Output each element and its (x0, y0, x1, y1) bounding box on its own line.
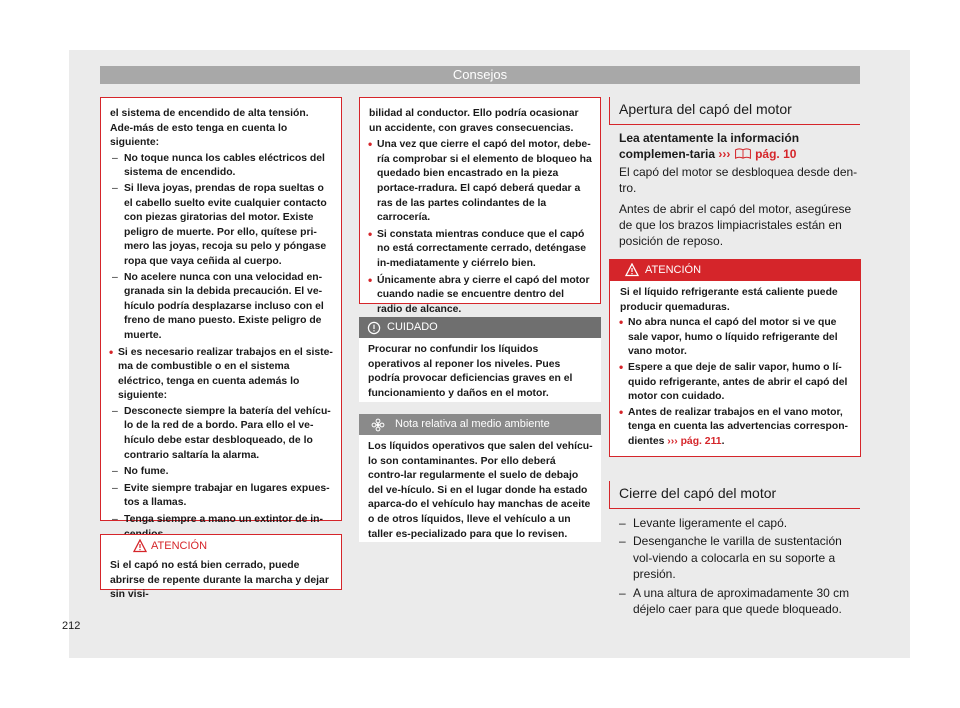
warning-box-right (609, 259, 861, 457)
step-item: – Levante ligeramente el capó. (619, 515, 859, 531)
page-number: 212 (62, 620, 81, 632)
caution-bar (359, 317, 601, 338)
warning-text: Si el capó no está bien cerrado, puede abrirse de repente durante la marcha y dejar sin visi- (110, 560, 329, 601)
bullet-item: • No abra nunca el capó del motor si ve que sale vapor, humo o líquido refrigerante del vano motor. (620, 316, 852, 360)
environment-bar (359, 414, 601, 435)
list-item: – No acelere nunca con una velocidad en-granada sin la debida precaución. El ve-hículo podría desplazarse incluso con el freno de mano puesto. Existe peligro de muerte. (110, 271, 333, 344)
book-icon (734, 147, 752, 160)
intro-text: el sistema de encendido de alta tensión. Ade-más de esto tenga en cuenta lo siguiente: (110, 108, 309, 149)
continued-text: bilidad al conductor. Ello podría ocasionar un accidente, con graves consecuencias. (369, 108, 579, 134)
step-item: – A una altura de aproximadamente 30 cm déjelo caer para que quede bloqueado. (619, 585, 859, 618)
closing-title-wrap (619, 484, 859, 502)
environment-title: Nota relativa al medio ambiente (395, 418, 550, 430)
closing-steps (619, 515, 859, 619)
warning-bar (609, 259, 861, 281)
section-rule-mark (609, 97, 610, 125)
section-rule-mark (609, 481, 610, 509)
warning-bar (101, 535, 341, 556)
environment-note-box (359, 414, 601, 542)
list-item: – No toque nunca los cables eléctricos del sistema de encendido. (110, 152, 333, 181)
section-rule (609, 124, 860, 125)
continued-warning-box (100, 97, 342, 526)
opening-body (619, 130, 859, 250)
bullet-item: • Si constata mientras conduce que el capó no está correctamente cerrado, deténgase in-mediatamente y ciérrelo bien. (369, 228, 592, 272)
paragraph: Antes de abrir el capó del motor, asegúrese de que los brazos limpiacristales están en posición de reposo. (619, 201, 852, 249)
warning-box (100, 534, 342, 601)
warning-intro: Si el líquido refrigerante está caliente puede producir quemaduras. (620, 287, 838, 313)
warning-triangle-icon (625, 263, 639, 277)
warning-title: ATENCIÓN (645, 264, 702, 276)
environment-flower-icon (371, 418, 385, 432)
bullet-item (620, 406, 852, 450)
list-item: – No fume. (110, 465, 333, 480)
section-rule (609, 508, 860, 509)
page-header: Consejos (100, 66, 860, 84)
paragraph: El capó del motor se desbloquea desde den-tro. (619, 164, 858, 196)
bullet-item: • Si es necesario realizar trabajos en el siste-ma de combustible o en el sistema eléctrico, tenga en cuenta además lo siguiente: (110, 346, 333, 404)
continued-warning-box-2 (359, 97, 601, 315)
info-circle-icon (367, 321, 381, 335)
warning-body (609, 281, 861, 457)
step-item: – Desenganche le varilla de sustentación vol-viendo a colocarla en su soporte a presión. (619, 533, 859, 582)
list-item: – Desconecte siempre la batería del vehícu-lo de la red de a bordo. Para ello el ve-hículo debe estar desbloqueado, de lo contrario saltaría la alarma. (110, 405, 333, 463)
section-title: Apertura del capó del motor (619, 101, 792, 117)
warning-arrows[interactable]: ››› (667, 435, 678, 447)
warning-page-link[interactable]: pág. 211 (680, 435, 722, 447)
bullet-item: • Una vez que cierre el capó del motor, debe-ría comprobar si el elemento de bloqueo ha quedado bien encastrado en la pieza portace-rradura. El capó deberá quedar a ras de las partes colindantes de la carrocería. (369, 138, 592, 226)
list-item: – Si lleva joyas, prendas de ropa sueltas o el cabello suelto evite cualquier contacto con piezas giratorias del motor. Existe peligro de muerte. Por ello, quítese pri-mero las joyas, recoja su pelo y póngase ropa que vaya ceñida al cuerpo. (110, 182, 333, 270)
section-title: Cierre del capó del motor (619, 485, 777, 501)
warning-triangle-icon (133, 539, 147, 553)
page-link[interactable]: pág. 10 (755, 147, 797, 162)
bullet-item: • Espere a que deje de salir vapor, humo o lí-quido refrigerante, antes de abrir el capó del motor con cuidado. (620, 361, 852, 405)
caution-box (359, 317, 601, 402)
lead-arrows[interactable]: ››› (718, 147, 731, 162)
caution-title: CUIDADO (387, 321, 438, 333)
lead-text: Lea atentamente la información complemen-taria (619, 131, 800, 162)
list-item: – Tenga siempre a mano un extintor de in- (110, 513, 333, 542)
caution-text: Procurar no confundir los líquidos operativos al reponer los niveles. Pues podría provocar deficiencias graves en el funcionamiento y daños en el motor. (368, 344, 573, 399)
warning-title: ATENCIÓN (151, 540, 208, 552)
bullet-item: • Únicamente abra y cierre el capó del motor cuando nadie se encuentre dentro del radio de alcance. (369, 274, 592, 318)
environment-text: Los líquidos operativos que salen del vehícu-lo son contaminantes. Por ello deberá contro-lar regularmente el suelo de debajo del ve-hículo. Si en el lugar donde ha estado aparca-do el vehículo hay manchas de aceite o de otros líquidos, lleve el vehículo a un taller es-pecializado para que lo revisen. (368, 441, 593, 540)
warning-last-text: Antes de realizar trabajos en el vano motor, tenga en cuenta las advertencias correspon-dientes (628, 406, 849, 447)
list-item: – Evite siempre trabajar en lugares expues-tos a llamas. (110, 482, 333, 511)
lead-paragraph (619, 130, 859, 163)
warning-end: . (721, 435, 725, 447)
column-right (619, 98, 861, 118)
